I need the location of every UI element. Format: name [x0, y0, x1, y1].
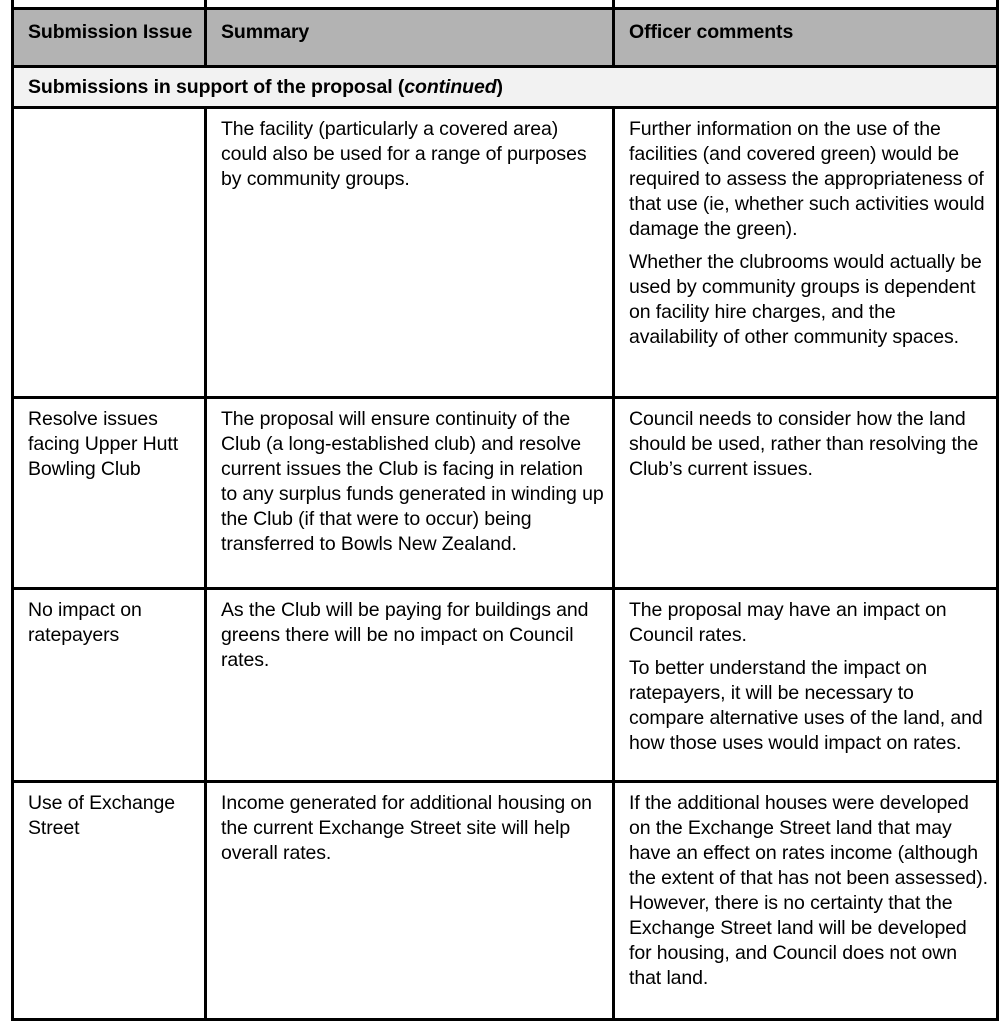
previous-row-cell	[614, 0, 998, 9]
col-header-summary: Summary	[206, 9, 614, 67]
section-header-cell	[13, 67, 998, 108]
section-header-emphasis: continued	[404, 75, 497, 98]
paragraph: Council needs to consider how the land should be used, rather than resolving the Club’s current issues.	[629, 408, 979, 480]
previous-row-fragment	[13, 0, 998, 9]
paragraph: Resolve issues facing Upper Hutt Bowling Club	[28, 408, 179, 480]
section-header-prefix: Submissions in support of the proposal (	[28, 75, 405, 98]
summary-cell	[206, 108, 614, 398]
submissions-table	[11, 0, 999, 1021]
paragraph: If the additional houses were developed on the Exchange Street land that may have an effect on rates income (although the extent of that has not been assessed). However, there is no certainty that the Exchange Street land will be developed for housing, and Council does not own that land.	[629, 792, 988, 989]
officer-comments-cell	[614, 782, 998, 1020]
summary-cell	[206, 589, 614, 782]
officer-comments-cell	[614, 589, 998, 782]
paragraph: The proposal will ensure continuity of the Club (a long-established club) and resolve current issues the Club is facing in relation to any surplus funds generated in winding up the Club (if that were to occur) being transferred to Bowls New Zealand.	[221, 408, 604, 555]
table-row	[13, 589, 998, 782]
paragraph: The facility (particularly a covered area) could also be used for a range of purposes by community groups.	[221, 118, 587, 190]
summary-cell	[206, 782, 614, 1020]
paragraph: Income generated for additional housing on the current Exchange Street site will help overall rates.	[221, 792, 592, 864]
summary-cell	[206, 398, 614, 589]
section-header-row	[13, 67, 998, 108]
issue-cell	[13, 589, 206, 782]
previous-row-cell	[13, 0, 206, 9]
officer-comments-cell	[614, 398, 998, 589]
table-row	[13, 108, 998, 398]
paragraph: As the Club will be paying for buildings and greens there will be no impact on Council rates.	[221, 599, 589, 671]
table-row	[13, 782, 998, 1020]
table-container	[11, 0, 999, 1021]
paragraph: The proposal may have an impact on Council rates.	[629, 599, 947, 646]
issue-cell	[13, 782, 206, 1020]
paragraph: Further information on the use of the facilities (and covered green) would be required to assess the appropriateness of that use (ie, whether such activities would damage the green).	[629, 118, 985, 240]
table-header-row	[13, 9, 998, 67]
paragraph: To better understand the impact on ratepayers, it will be necessary to compare alternative uses of the land, and how those uses would impact on rates.	[629, 657, 983, 754]
table-row	[13, 398, 998, 589]
previous-row-cell	[206, 0, 614, 9]
col-header-submission-issue: Submission Issue	[13, 9, 206, 67]
col-header-officer-comments: Officer comments	[614, 9, 998, 67]
paragraph: Whether the clubrooms would actually be used by community groups is dependent on facility hire charges, and the availability of other community spaces.	[629, 251, 982, 348]
issue-cell	[13, 108, 206, 398]
paragraph: Use of Exchange Street	[28, 792, 176, 839]
section-header-suffix: )	[496, 75, 503, 98]
issue-cell	[13, 398, 206, 589]
officer-comments-cell	[614, 108, 998, 398]
paragraph: No impact on ratepayers	[28, 599, 142, 646]
